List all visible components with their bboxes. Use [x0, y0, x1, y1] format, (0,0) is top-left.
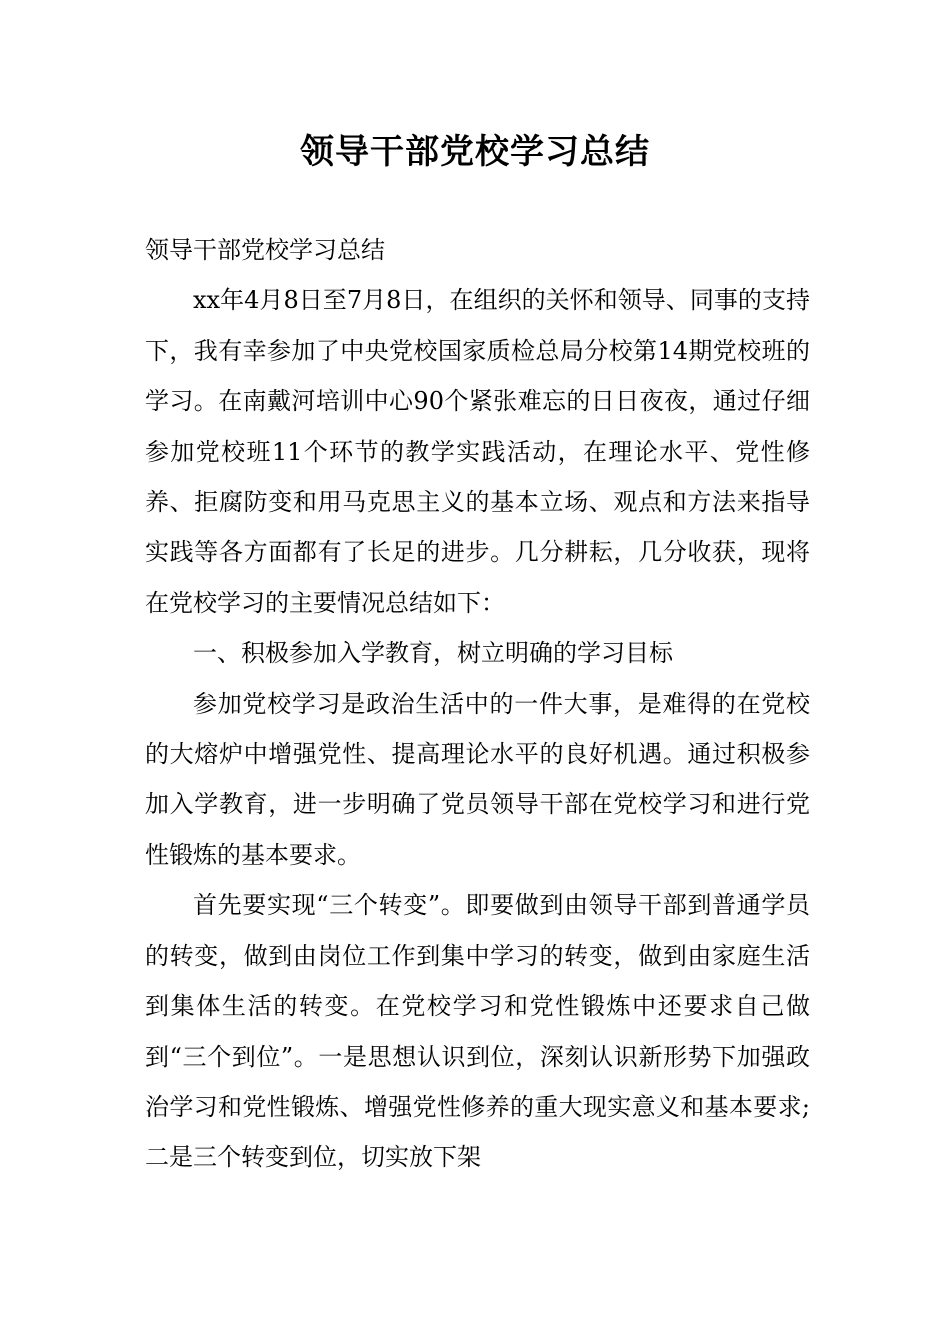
section-heading-1: 一、积极参加入学教育，树立明确的学习目标: [193, 639, 673, 668]
document-title: 领导干部党校学习总结: [300, 132, 650, 172]
paragraph-section-1: 参加党校学习是政治生活中的一件大事，是难得的在党校的大熔炉中增强党性、提高理论水平的良好机遇。通过积极参加入学教育，进一步明确了党员领导干部在党校学习和进行党性锻炼的基本要求。: [145, 689, 810, 869]
document-body: [145, 225, 810, 1183]
paragraph-three-transformations: 首先要实现“三个转变”。即要做到由领导干部到普通学员的转变，做到由岗位工作到集中学习的转变，做到由家庭生活到集体生活的转变。在党校学习和党性锻炼中还要求自己做到“三个到位”。一是思想认识到位，深刻认识新形势下加强政治学习和党性锻炼、增强党性修养的重大现实意义和基本要求;二是三个转变到位，切实放下架: [145, 891, 810, 1172]
document-subtitle: 领导干部党校学习总结: [145, 236, 385, 264]
paragraph-intro: xx年4月8日至7月8日，在组织的关怀和领导、同事的支持下，我有幸参加了中央党校国家质检总局分校第14期党校班的学习。在南戴河培训中心90个紧张难忘的日日夜夜，通过仔细参加党校班11个环节的教学实践活动，在理论水平、党性修养、拒腐防变和用马克思主义的基本立场、观点和方法来指导实践等各方面都有了长足的进步。几分耕耘，几分收获，现将在党校学习的主要情况总结如下：: [145, 286, 810, 617]
